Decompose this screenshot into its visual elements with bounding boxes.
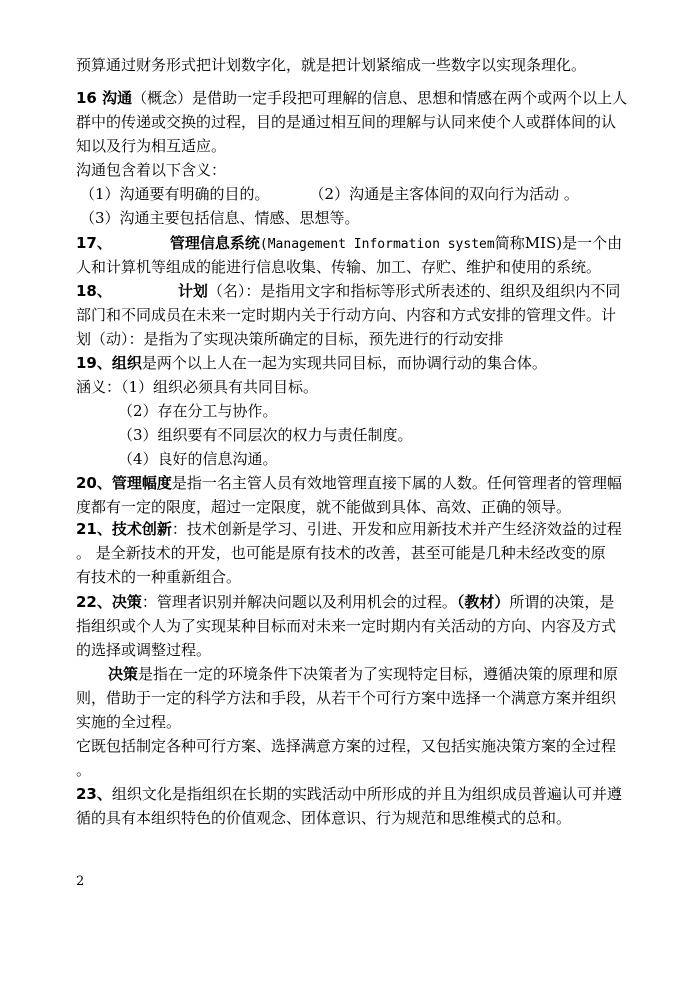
- term-16-communication: 16 沟通（概念）是借助一定手段把可理解的信息、思想和情感在两个或两个以上人: [76, 89, 628, 107]
- text-line: 它既包括制定各种可行方案、选择满意方案的过程，又包括实施决策方案的全过程: [76, 737, 617, 755]
- text-line: 群中的传递或交换的过程，目的是通过相互间的理解与认同来使个人或群体间的认: [76, 113, 617, 131]
- text-line: 沟通包含着以下含义：: [76, 161, 227, 179]
- text-line: 实施的全过程。: [76, 713, 182, 731]
- text-line: 的选择或调整过程。: [76, 641, 212, 659]
- text-line: 有技术的一种重新组合。: [76, 568, 242, 586]
- text-line: 部门和不同成员在未来一定时期内关于行动方向、内容和方式安排的管理文件。计: [76, 306, 617, 324]
- text-line: 预算通过财务形式把计划数字化，就是把计划紧缩成一些数字以实现条理化。: [76, 56, 587, 74]
- term-heading: 23、: [76, 785, 112, 803]
- text-line: 则，借助于一定的科学方法和手段，从若干个可行方案中选择一个满意方案并组织: [76, 689, 617, 707]
- term-heading: 20、管理幅度: [76, 474, 172, 492]
- term-17-mis: 17、 管理信息系统(Management Information system简称MIS)是一个由: [76, 234, 623, 252]
- term-22-decision: 22、决策：管理者识别并解决问题以及利用机会的过程。（教材）所谓的决策，是: [76, 593, 615, 611]
- term-23-organizational-culture: 23、组织文化是指组织在长期的实践活动中所形成的并且为组织成员普遍认可并遵: [76, 785, 622, 803]
- text-line: 。: [76, 761, 92, 779]
- list-item: （1）沟通要有明确的目的。 （2）沟通是主客体间的双向行为活动 。: [80, 185, 579, 203]
- text-line: 循的具有本组织特色的价值观念、团体意识、行为规范和思维模式的总和。: [76, 809, 572, 827]
- text-line: 知以及行为相互适应。: [76, 137, 227, 155]
- text-line: 划（动）：是指为了实现决策所确定的目标，预先进行的行动安排: [76, 330, 504, 348]
- term-heading: 计划: [177, 282, 208, 300]
- text-line: 人和计算机等组成的能进行信息收集、传输、加工、存贮、维护和使用的系统。: [76, 258, 602, 276]
- term-heading: 16 沟通: [76, 89, 133, 107]
- term-heading: 管理信息系统: [169, 234, 260, 252]
- list-item: （2）存在分工与协作。: [118, 402, 278, 420]
- list-item: （3）沟通主要包括信息、情感、思想等。: [80, 209, 360, 227]
- term-19-organization: 19、组织是两个以上人在一起为实现共同目标，而协调行动的集合体。: [76, 354, 547, 372]
- term-heading: 22、决策: [76, 593, 142, 611]
- term-21-technology-innovation: 21、技术创新：技术创新是学习、引进、开发和应用新技术并产生经济效益的过程: [76, 520, 622, 538]
- text-line: 决策是指在一定的环境条件下决策者为了实现特定目标，遵循决策的原理和原: [108, 665, 619, 683]
- text-line: 度都有一定的限度，超过一定限度，就不能做到具体、高效、正确的领导。: [76, 498, 572, 516]
- term-20-span-of-control: 20、管理幅度是指一名主管人员有效地管理直接下属的人数。任何管理者的管理幅: [76, 474, 622, 492]
- list-item: （4）良好的信息沟通。: [118, 450, 278, 468]
- term-heading: 19、组织: [76, 354, 142, 372]
- term-heading: 21、技术创新: [76, 520, 172, 538]
- text-line: 涵义：（1）组织必须具有共同目标。: [76, 378, 319, 396]
- page-number: 2: [76, 874, 85, 889]
- text-line: 。 是全新技术的开发，也可能是原有技术的改善，甚至可能是几种未经改变的原: [76, 544, 606, 562]
- text-line: 指组织或个人为了实现某种目标而对未来一定时期内有关活动的方向、内容及方式: [76, 617, 617, 635]
- term-18-plan: 18、 计划（名）：是指用文字和指标等形式所表述的、组织及组织内不同: [76, 282, 621, 300]
- list-item: （3）组织要有不同层次的权力与责任制度。: [118, 426, 413, 444]
